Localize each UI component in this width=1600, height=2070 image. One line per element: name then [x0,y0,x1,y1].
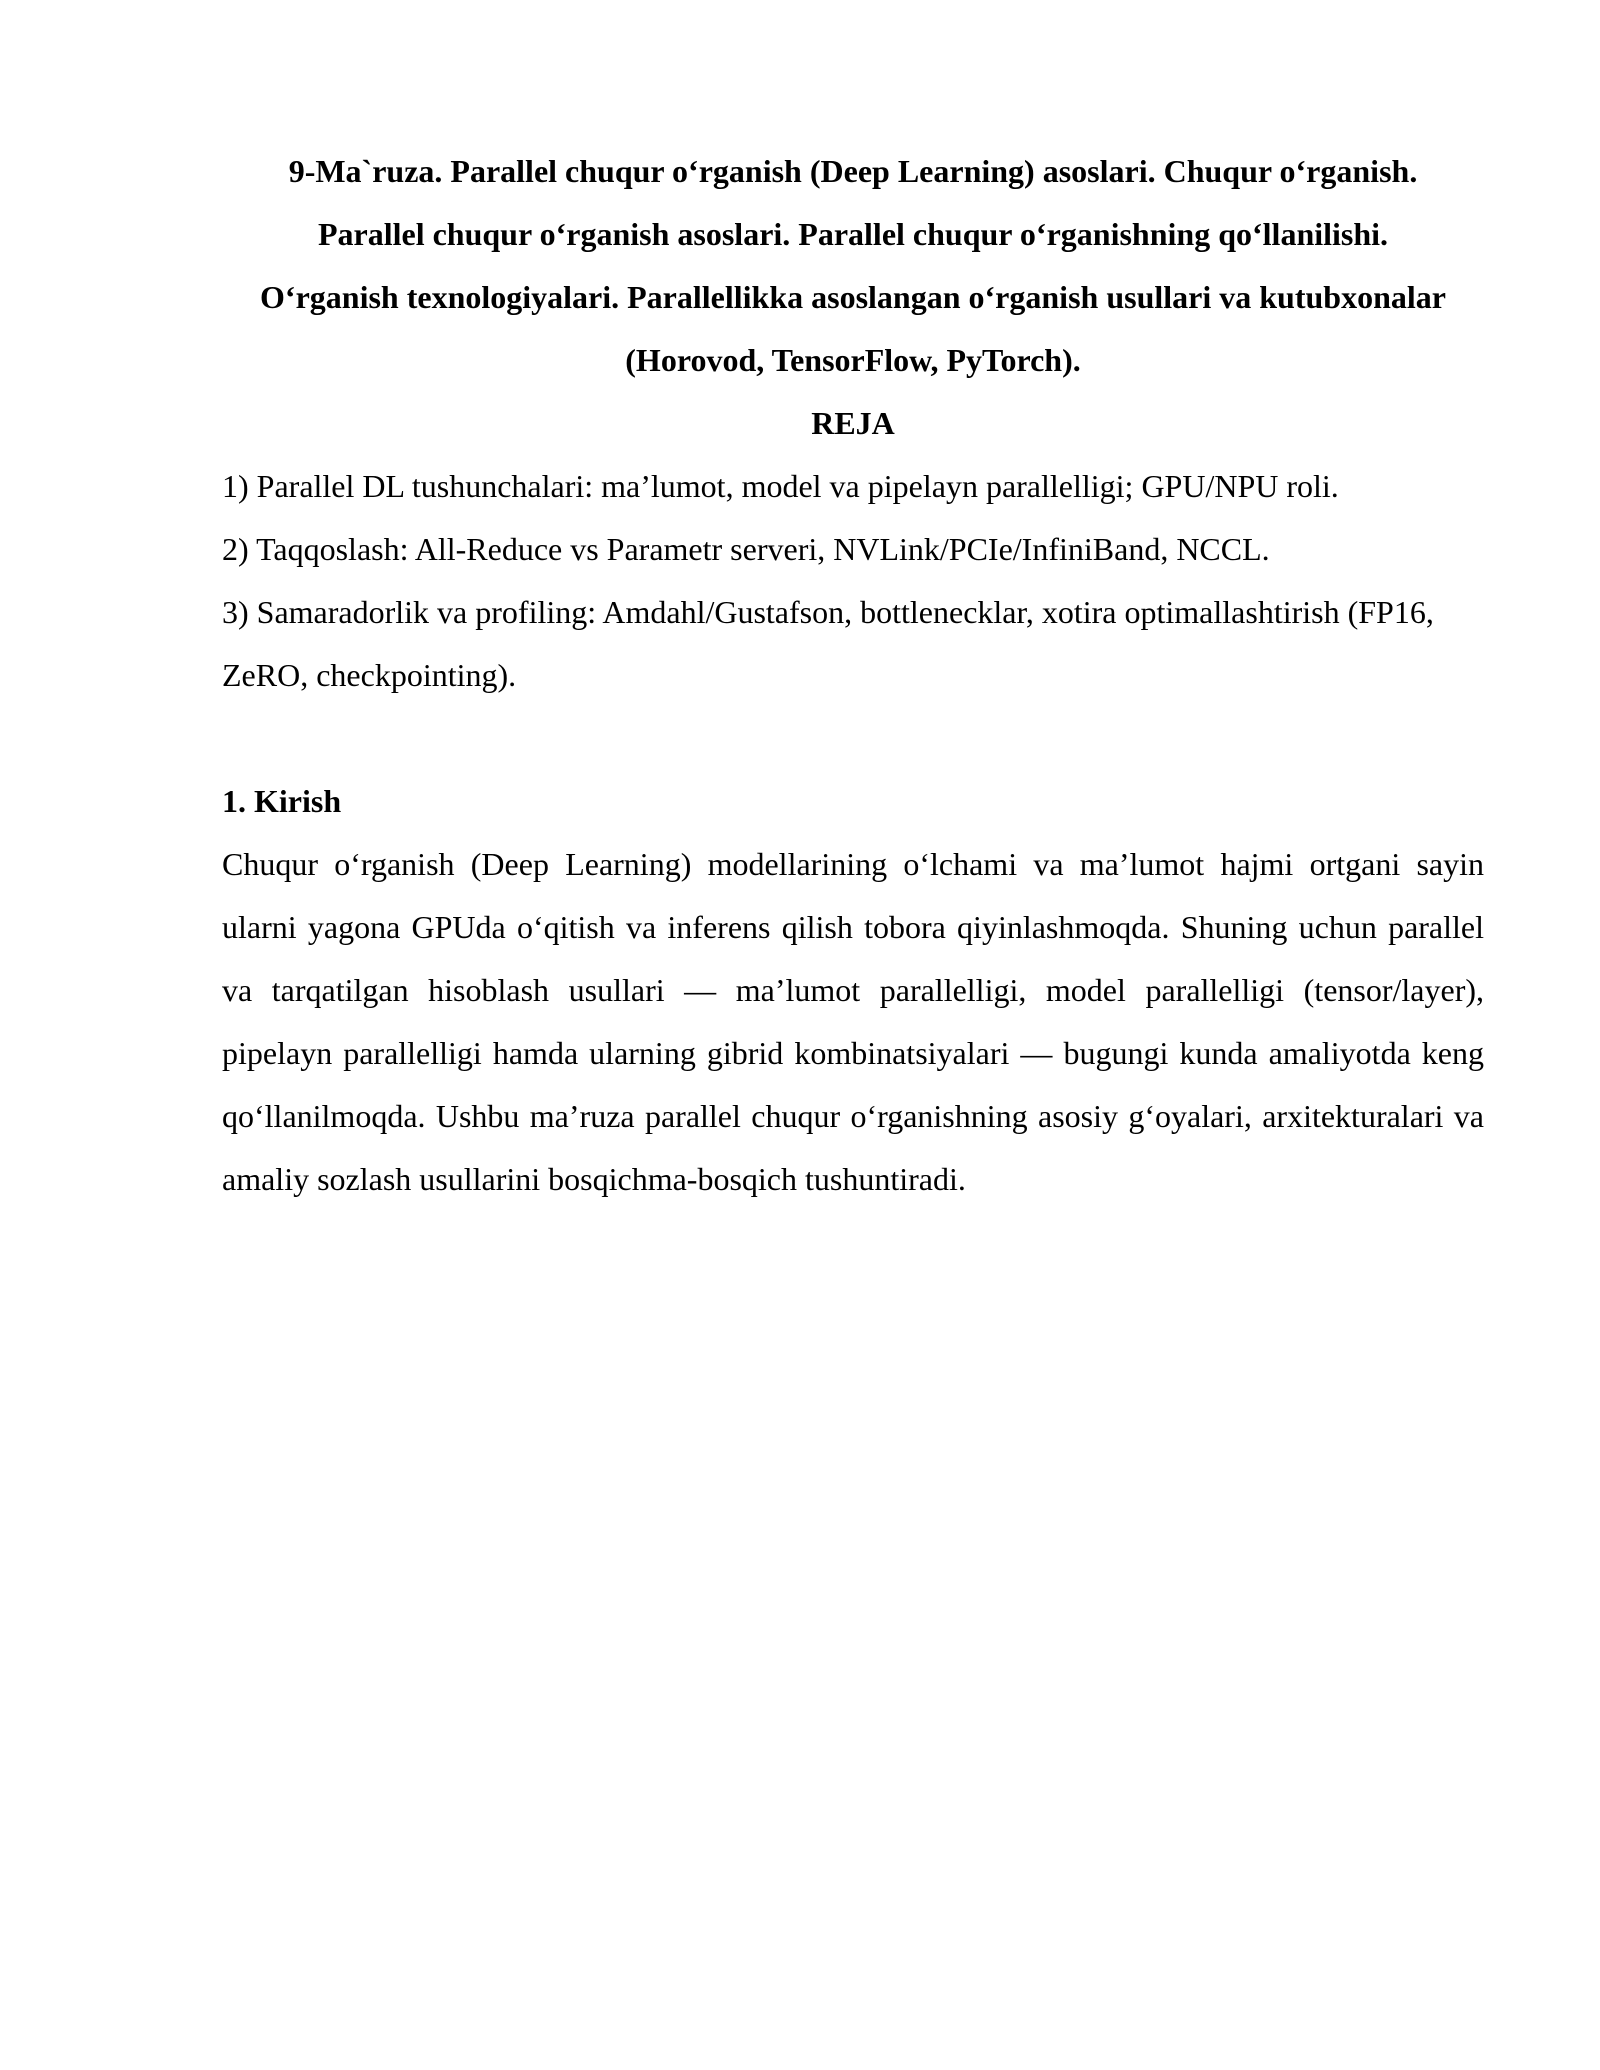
plan-item-3: 3) Samaradorlik va profiling: Amdahl/Gustafson, bottlenecklar, xotira optimallashtirish (FP16, ZeRO, checkpointing). [222,594,1434,693]
document-content [222,140,1484,1211]
section-paragraph-intro: Chuqur o‘rganish (Deep Learning) modellarining o‘lchami va ma’lumot hajmi ortgani sayin ularni yagona GPUda o‘qitish va inferens qilish tobora qiyinlashmoqda. Shuning uchun parallel va tarqatilgan hisoblash usullari — ma’lumot parallelligi, model parallelligi (tensor/layer), pipelayn parallelligi hamda ularning gibrid kombinatsiyalari — bugungi kunda amaliyotda keng qo‘llanilmoqda. Ushbu ma’ruza parallel chuqur o‘rganishning asosiy g‘oyalari, arxitekturalari va amaliy sozlash usullarini bosqichma-bosqich tushuntiradi. [222,846,1484,1197]
blank-line [222,707,1484,770]
section-heading-intro: 1. Kirish [222,783,342,819]
plan-item-1: 1) Parallel DL tushunchalari: ma’lumot, model va pipelayn parallelligi; GPU/NPU roli. [222,468,1339,504]
plan-heading: REJA [811,405,895,441]
plan-item-2: 2) Taqqoslash: All-Reduce vs Parametr serveri, NVLink/PCIe/InfiniBand, NCCL. [222,531,1270,567]
lecture-title: 9-Ma`ruza. Parallel chuqur o‘rganish (Deep Learning) asoslari. Chuqur o‘rganish. Parallel chuqur o‘rganish asoslari. Parallel chuqur o‘rganishning qo‘llanilishi. O‘rganish texnologiyalari. Parallellikka asoslangan o‘rganish usullari va kutubxonalar (Horovod, TensorFlow, PyTorch). [260,153,1446,378]
